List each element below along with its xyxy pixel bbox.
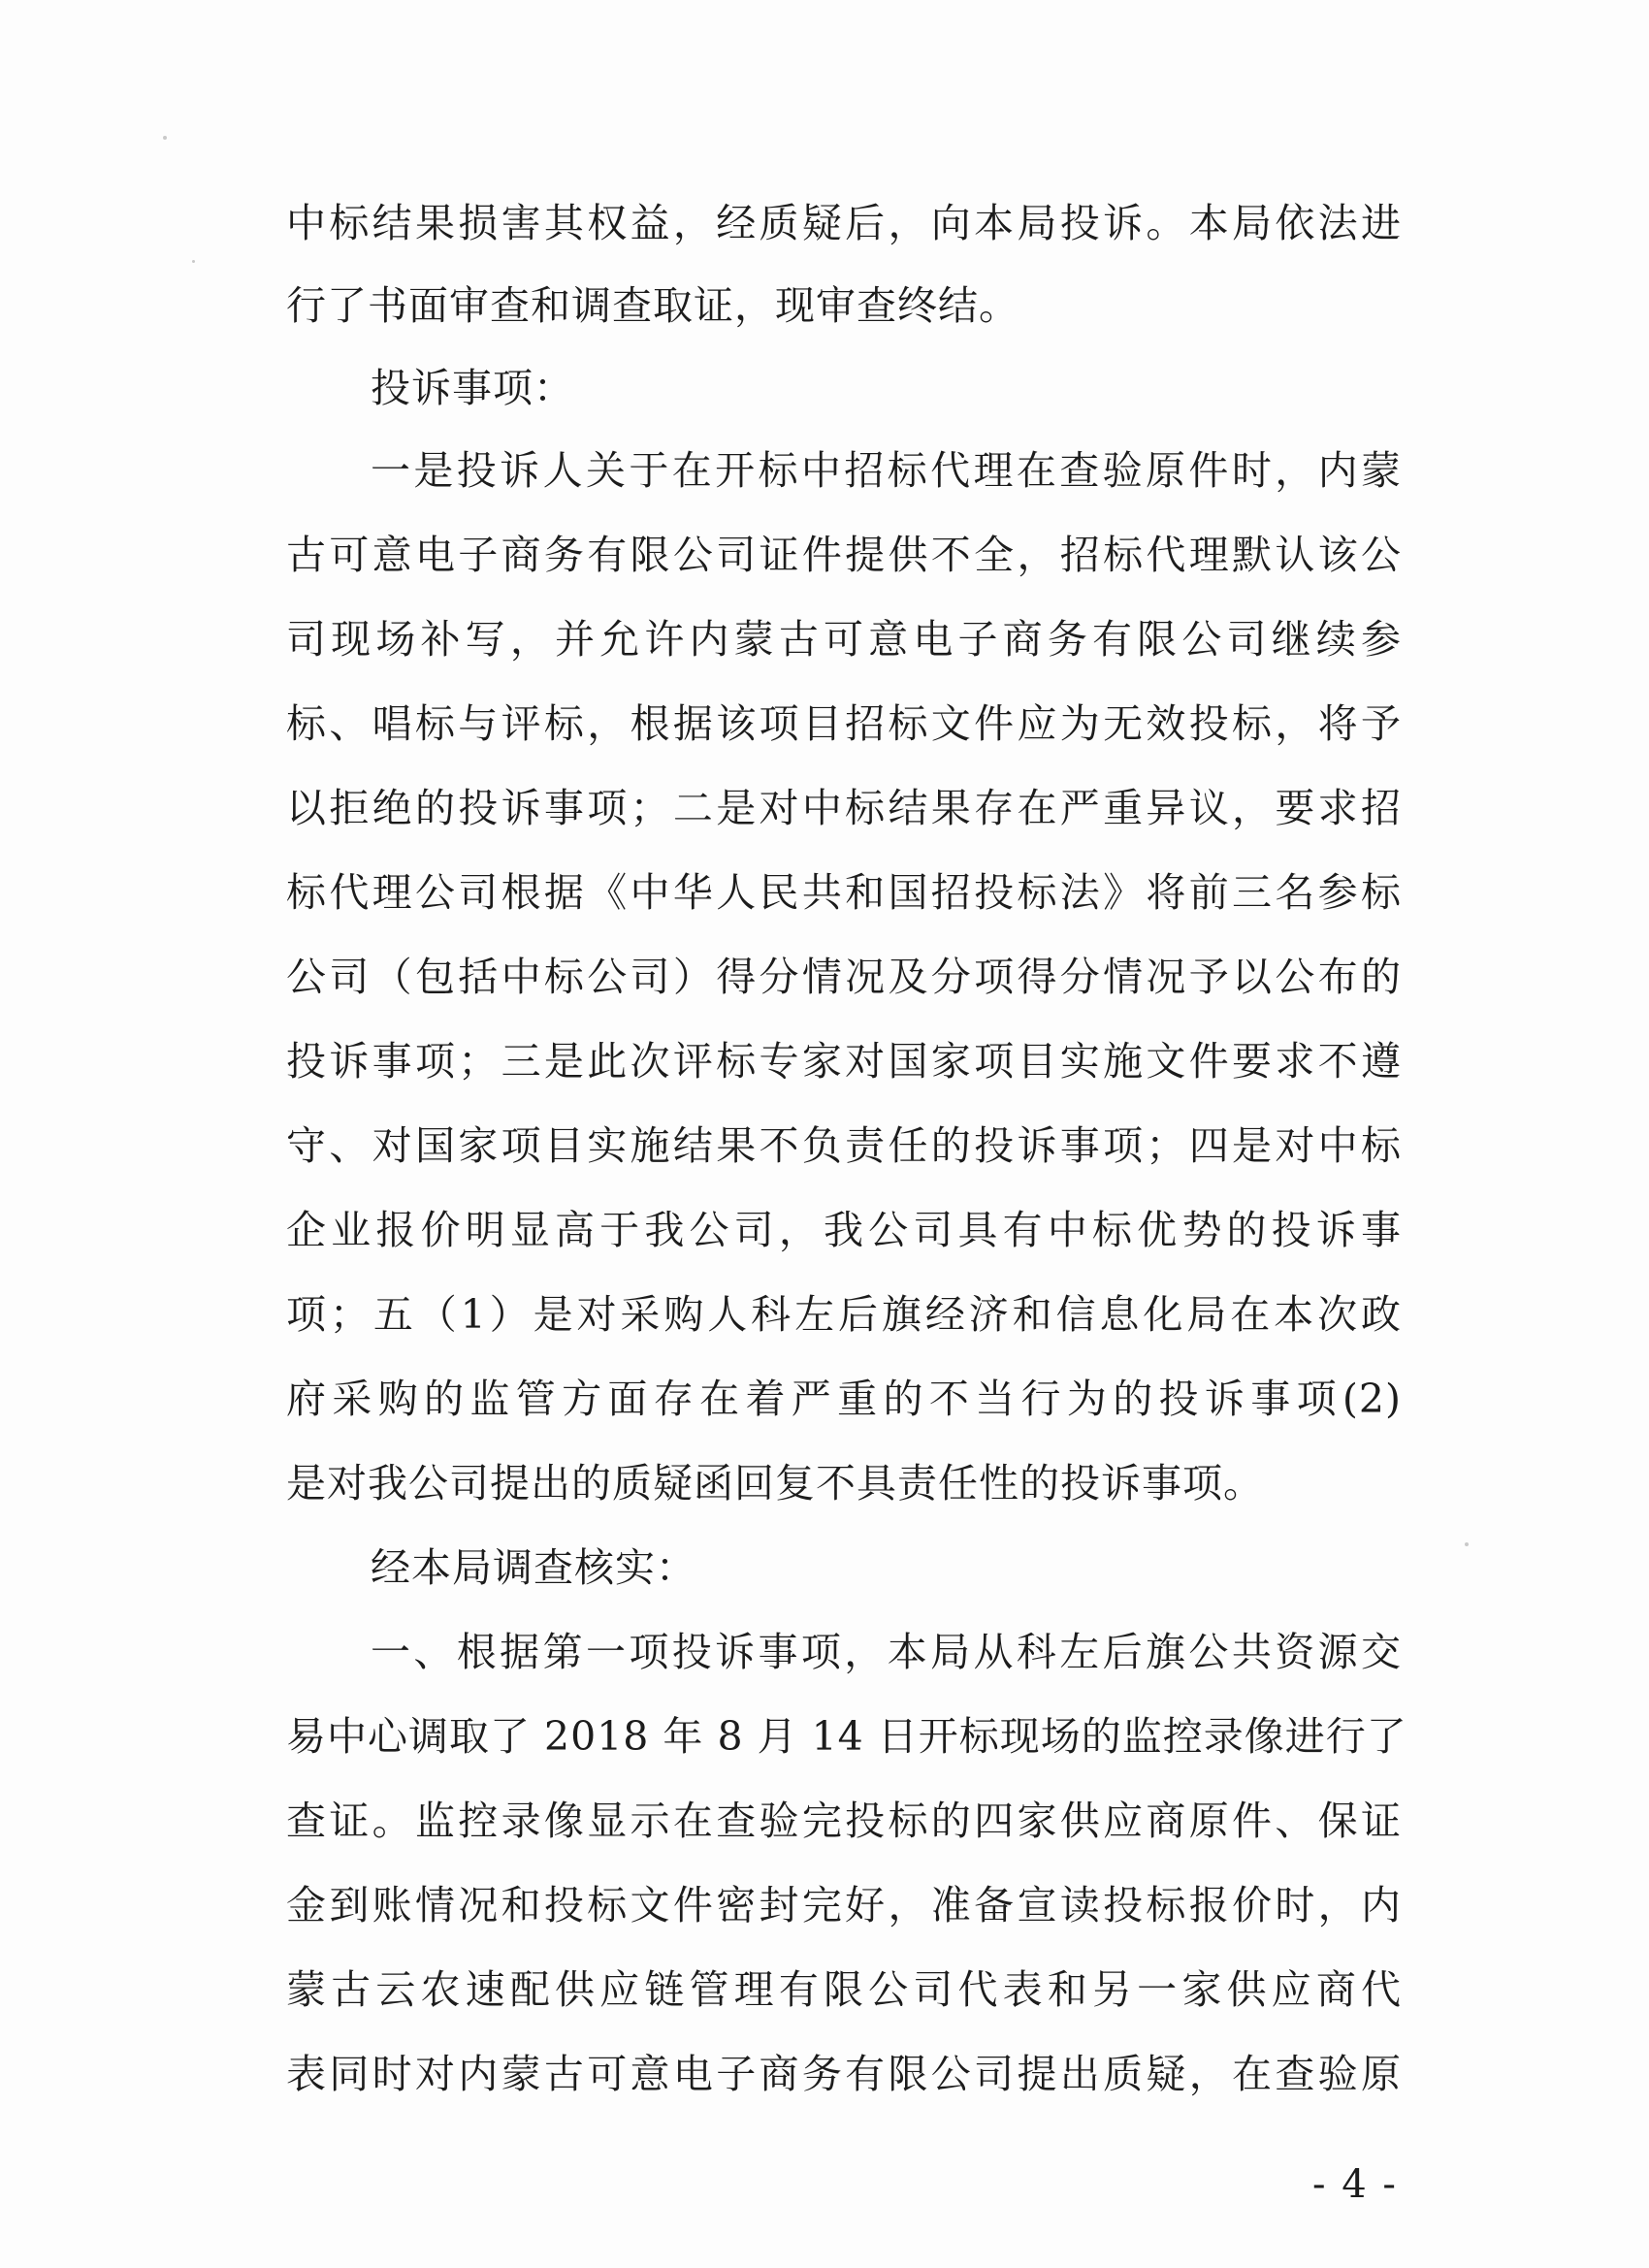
section-heading: 经本局调查核实：: [371, 1544, 696, 1591]
text-line: 公司（包括中标公司）得分情况及分项得分情况予以公布的: [286, 954, 1402, 1000]
scan-speck: [1465, 1542, 1469, 1546]
text-line: 是对我公司提出的质疑函回复不具责任性的投诉事项。: [286, 1460, 1264, 1507]
text-line: 一是投诉人关于在开标中招标代理在查验原件时，内蒙: [371, 447, 1402, 494]
text-line: 以拒绝的投诉事项；二是对中标结果存在严重异议，要求招: [286, 785, 1402, 831]
text-line: 投诉事项；三是此次评标专家对国家项目实施文件要求不遵: [286, 1038, 1402, 1085]
text-line: 查证。监控录像显示在查验完投标的四家供应商原件、保证: [286, 1798, 1402, 1844]
text-line: 一、根据第一项投诉事项，本局从科左后旗公共资源交: [371, 1629, 1402, 1675]
text-line: 古可意电子商务有限公司证件提供不全，招标代理默认该公: [286, 532, 1402, 578]
text-line: 标、唱标与评标，根据该项目招标文件应为无效投标，将予: [286, 700, 1402, 747]
text-line: 易中心调取了 2018 年 8 月 14 日开标现场的监控录像进行了: [286, 1713, 1407, 1760]
page-number: - 4 -: [1312, 2162, 1398, 2207]
scan-speck: [192, 260, 195, 263]
text-line: 府采购的监管方面存在着严重的不当行为的投诉事项(2): [286, 1376, 1402, 1422]
section-heading: 投诉事项：: [371, 365, 574, 411]
text-line: 行了书面审查和调查取证，现审查终结。: [286, 282, 1019, 329]
text-line: 金到账情况和投标文件密封完好，准备宣读投标报价时，内: [286, 1882, 1402, 1928]
text-line: 中标结果损害其权益，经质疑后，向本局投诉。本局依法进: [286, 200, 1402, 246]
text-line: 守、对国家项目实施结果不负责任的投诉事项；四是对中标: [286, 1122, 1402, 1169]
text-line: 表同时对内蒙古可意电子商务有限公司提出质疑，在查验原: [286, 2051, 1402, 2097]
text-line: 蒙古云农速配供应链管理有限公司代表和另一家供应商代: [286, 1966, 1402, 2013]
scan-speck: [163, 136, 167, 140]
text-line: 企业报价明显高于我公司，我公司具有中标优势的投诉事: [286, 1207, 1402, 1253]
text-line: 司现场补写，并允许内蒙古可意电子商务有限公司继续参: [286, 616, 1402, 663]
text-line: 标代理公司根据《中华人民共和国招投标法》将前三名参标: [286, 869, 1402, 916]
text-line: 项；五（1）是对采购人科左后旗经济和信息化局在本次政: [286, 1291, 1402, 1338]
